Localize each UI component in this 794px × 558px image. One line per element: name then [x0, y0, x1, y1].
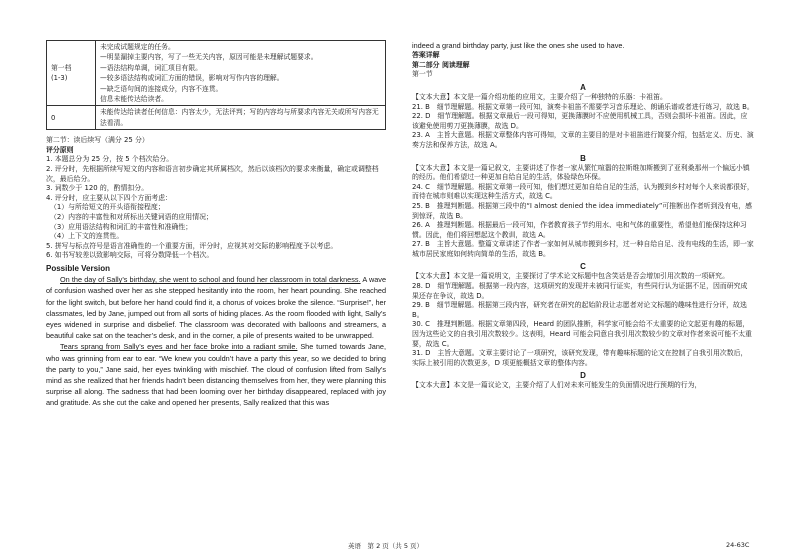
section-title: 第一节	[412, 70, 433, 79]
rubric-line: 信息未能传达给读者。	[100, 95, 168, 104]
scoring-rule: 6. 如书写较差以致影响交际，可将分数降低一个档次。	[46, 251, 214, 260]
part-title: 第二部分 阅读理解	[412, 60, 470, 69]
rubric-criteria: 未能传达给读者任何信息：内容太少，无法评判；写的内容均与所要求内容无关或所写内容无法看清。	[96, 106, 386, 130]
passage-letter-c: C	[580, 262, 586, 272]
answer-item: 21. B 细节理解题。根据文章第一段可知，演奏卡祖笛不需要学习音乐理论、朗诵乐谱或者进行练习，故选 B。	[412, 102, 754, 111]
passage-letter-b: B	[580, 153, 586, 163]
scoring-rule: 4. 评分时，应主要从以下四个方面考虑：	[46, 193, 172, 202]
scoring-rule: 3. 词数少于 120 的，酌情扣分。	[46, 184, 149, 193]
scoring-rule: 5. 拼写与标点符号是语言准确性的一个重要方面，评分时，应视其对交际的影响程度予以考虑。	[46, 241, 338, 250]
essay-paragraph-2	[46, 341, 386, 408]
essay-continuation: indeed a grand birthday party, just like the ones she used to have.	[412, 41, 625, 50]
rubric-table	[46, 40, 386, 130]
right-column	[412, 40, 754, 391]
answer-item: 26. A 推理判断题。根据最后一段可知，作者教育孩子节约用水、电和气体的重要性，希望他们能保持这种习惯。因此，他们将回想起这个教训，故选 A。	[412, 221, 747, 239]
rubric-row-level-1	[47, 41, 386, 106]
answer-item: 27. B 主旨大意题。整篇文章讲述了作者一家如何从城市搬到乡村，过一种自给自足、没有电线的生活，即一家城市居民家庭如何转向简单的生活，故选 B。	[412, 240, 754, 258]
possible-version-title: Possible Version	[46, 263, 111, 273]
answer-item: 28. D 细节理解题。根据第一段内容，这项研究的发现并未被同行证实，有些同行认为证据不足，因而研究成果还存在争议，故选 D。	[412, 282, 748, 300]
rubric-level-label: 第一档 (1-3)	[51, 63, 72, 83]
rubric-line: —较多语法结构或词汇方面的错误，影响对写作内容的理解。	[100, 74, 284, 83]
left-column	[46, 40, 386, 409]
scoring-title: 评分原则	[46, 145, 74, 154]
answer-item: 25. B 推理判断题。根据第三段中的“I almost denied the idea immediately”可推断出作者听到没有电，感到惊讶，故选 B。	[412, 201, 752, 220]
rubric-line: —语法结构单调，词汇项目有限。	[100, 63, 202, 72]
essay-paragraph-1	[46, 274, 386, 341]
rubric-level: 0	[47, 106, 96, 130]
exam-code: 24-63C	[726, 541, 750, 549]
rubric-line: —明显漏掉主要内容，写了一些无关内容，原因可能是未理解试题要求。	[100, 53, 318, 62]
passage-letter-d: D	[580, 371, 586, 381]
answer-title: 答案详解	[412, 51, 440, 60]
rubric-line: —缺乏语句间的连接成分，内容不连贯。	[100, 84, 223, 93]
paragraph-text: A wave of confusion washed over her as she stepped hesitantly into the room, her heart pounding. She reached for the light switch, but before her hand could find it, a chorus of voices broke the silence. “Surprise!”, her classmates, led by Jane, jumped out from all sorts of hiding places. As the room flooded with light, Sally’s eyes widened in surprise and disbelief. The classroom was decorated with balloons and streamers, a beautiful cake sat on the teacher’s desk, and in the corner, a pile of presents waited to be unwrapped.	[46, 275, 386, 341]
scoring-rule: 2. 评分时，先根据所续写短文的内容和语言初步确定其所属档次，然后以该档次的要求来衡量，确定或调整档次，最后给分。	[46, 165, 379, 183]
rubric-row-level-0	[47, 106, 386, 130]
scoring-rule: 1. 本题总分为 25 分，按 5 个档次给分。	[46, 155, 174, 164]
answer-item: 30. C 推理判断题。根据文章第四段，Heard 的团队推断，科学家可能会给不太重要的论文起更有趣的标题，因为这些论文的自我引用次数较少。这表明，Heard 可能会同意自我引用次数较少的文章对作者来说可能不太重要，故选 C。	[412, 320, 752, 348]
answer-item: 【文本大意】本文是一篇记叙文，主要讲述了作者一家从繁忙喧嚣的拉斯维加斯搬到了亚利桑那州一个偏远小镇的经历。他们希望过一种更加自给自足的生活，体验绿色环保。	[412, 163, 750, 182]
scoring-rule: （3）应用语法结构和词汇的丰富性和准确性；	[50, 222, 193, 231]
underlined-opening: Tears sprang from Sally’s eyes and her face broke into a radiant smile.	[60, 342, 298, 352]
passage-letter-a: A	[580, 82, 586, 92]
section-title: 第二节：读后续写（满分 25 分）	[46, 136, 149, 145]
answer-item: 31. D 主旨大意题。文章主要讨论了一项研究，该研究发现，带有趣味标题的论文在控制了自我引用次数后，实际上被引用的次数更多，D 项更能概括文章的整体内容。	[412, 349, 748, 367]
answer-item: 【文本大意】本文是一篇说明文，主要探讨了学术论文标题中包含笑话是否会增加引用次数的一项研究。	[412, 272, 729, 281]
answer-item: 24. C 细节理解题。根据文章第一段可知，他们想过更加自给自足的生活，认为搬到乡村对每个人来说都很好，而待在城市则难以实现这种生活方式，故选 C。	[412, 182, 754, 201]
answer-item: 22. D 细节理解题。根据文章最后一段可得知，更换薄膜时不应使用机械工具，否则会损坏卡祖笛。因此，应该避免使用剪刀更换薄膜，故选 D。	[412, 112, 748, 130]
scoring-rule: （1）与所给短文的开头语衔接程度；	[50, 203, 165, 212]
rubric-criteria	[96, 41, 386, 106]
underlined-opening: On the day of Sally’s birthday, she went to school and found her classroom in total darkness.	[60, 275, 361, 285]
scoring-rule: （2）内容的丰富性和对所标出关键词语的应用情况；	[50, 213, 213, 221]
answer-item: 【文本大意】本文是一篇议论文，主要介绍了人们对未来可能发生的负面情况进行预期的行为，	[412, 381, 702, 390]
rubric-line: 未完成试题规定的任务。	[100, 43, 175, 51]
answer-item: 23. A 主旨大意题。根据文章整体内容可得知，文章的主要目的是对卡祖笛进行简要介绍，包括定义、历史、演奏方法和保养方法，故选 A。	[412, 131, 754, 149]
answer-item: 29. B 细节理解题。根据第三段内容，研究者在研究的起始阶段让志愿者对论文标题的趣味性进行分评，故选 B。	[412, 301, 747, 319]
paragraph-text: She turned towards Jane, who was grinning from ear to ear. “We knew you couldn’t have a party this year, so we decided to bring the party to you,” Jane said, her eyes twinkling with mischief. The cloud of confusion lifted from Sally’s mind as she realized that her friends hadn’t been distancing themselves from her, they were planning this surprise all along. The sadness that had been looming over her birthday disappeared, replaced with joy and gratitude. As she cut the cake and opened her presents, Sally realized that this was	[46, 342, 386, 408]
answer-item: 【文本大意】本文是一篇介绍功能的应用文，主要介绍了一种独特的乐器：卡祖笛。	[412, 92, 667, 101]
scoring-rule: （4）上下文的连贯性。	[50, 232, 124, 241]
page-footer: 英语 第 2 页（共 5 页）	[348, 542, 424, 550]
rubric-level	[47, 41, 96, 106]
